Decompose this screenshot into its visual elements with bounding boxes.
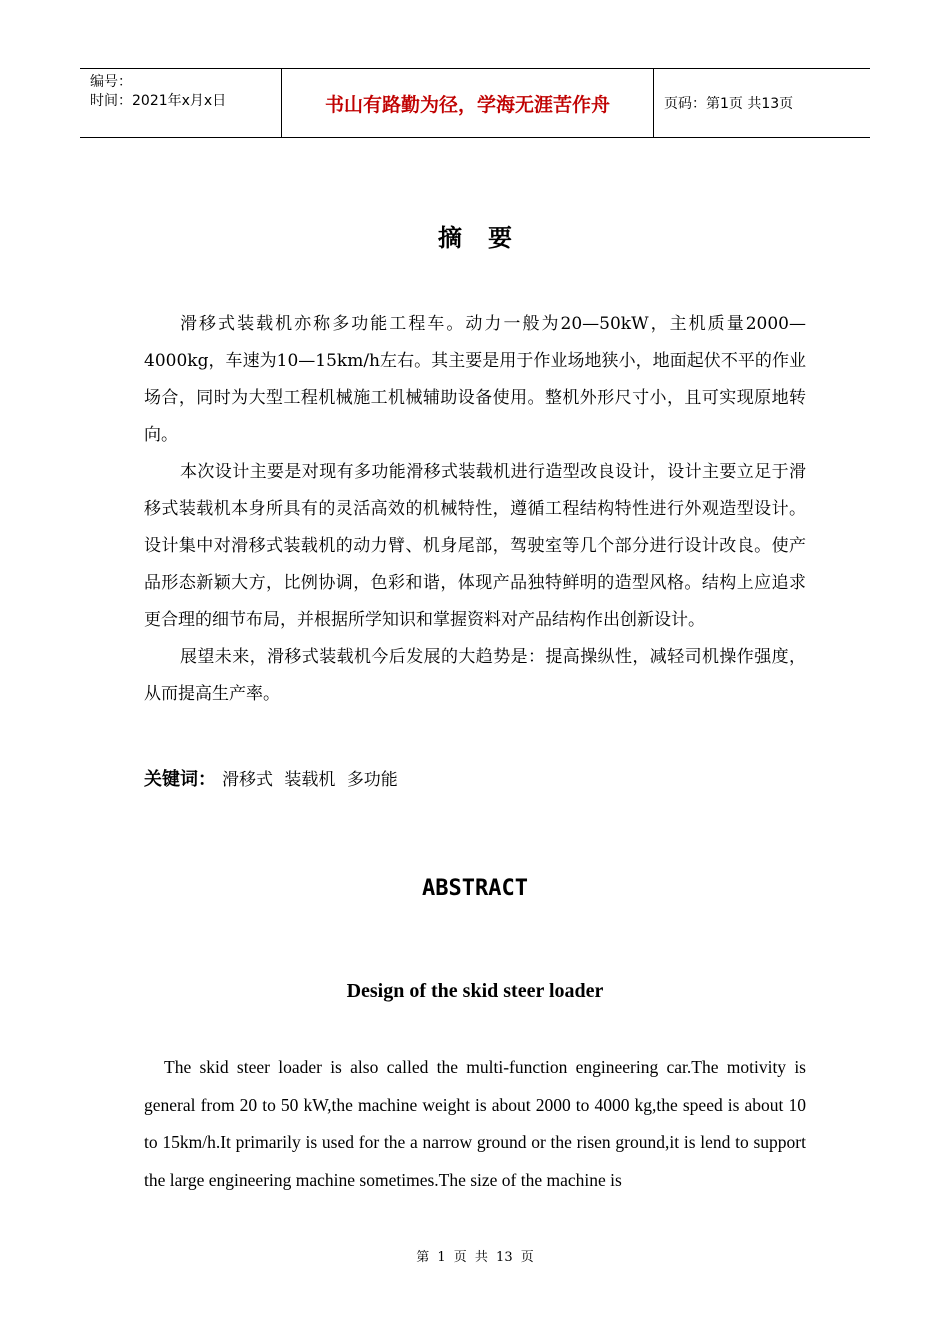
- keywords: [144, 765, 398, 795]
- chinese-paragraph: 展望未来，滑移式装载机今后发展的大趋势是：提高操纵性，减轻司机操作强度，从而提高生产率。: [144, 647, 806, 704]
- keywords-label: 关键词：: [144, 769, 216, 790]
- chinese-abstract-body: [144, 306, 806, 713]
- page-header: [80, 68, 870, 138]
- english-abstract-title: ABSTRACT: [422, 876, 528, 901]
- keyword: 装载机: [284, 770, 336, 790]
- chinese-abstract-title: 摘要: [438, 224, 538, 252]
- header-page-info: 页码：第1页 共13页: [664, 96, 794, 112]
- number-label: 编号：: [90, 74, 132, 90]
- header-meta: [80, 69, 281, 137]
- chinese-paragraph: 滑移式装载机亦称多功能工程车。动力一般为20—50kW，主机质量2000—4000kg，车速为10—15km/h左右。其主要是用于作业场地狭小，地面起伏不平的作业场合，同时为大型工程机械施工机械辅助设备使用。整机外形尺寸小，且可实现原地转向。: [144, 314, 806, 445]
- keyword: 滑移式: [222, 770, 273, 790]
- english-paragraph: The skid steer loader is also called the multi-function engineering car.The motivity is general from 20 to 50 kW,the machine weight is about 2000 to 4000 kg,the speed is about 10 to 15km/h.It primarily is used for the a narrow ground or the risen ground,it is lend to support the large engineering machine sometimes.The size of the machine is: [144, 1057, 806, 1190]
- time-label: 时间：2021年x月x日: [90, 93, 227, 109]
- chinese-paragraph: 本次设计主要是对现有多功能滑移式装载机进行造型改良设计，设计主要立足于滑移式装载机本身所具有的灵活高效的机械特性，遵循工程结构特性进行外观造型设计。设计集中对滑移式装载机的动力臂、机身尾部，驾驶室等几个部分进行设计改良。使产品形态新颖大方，比例协调，色彩和谐，体现产品独特鲜明的造型风格。结构上应追求更合理的细节布局，并根据所学知识和掌握资料对产品结构作出创新设计。: [144, 462, 806, 630]
- english-subtitle: Design of the skid steer loader: [346, 980, 604, 1002]
- keyword: 多功能: [346, 770, 398, 790]
- header-motto: 书山有路勤为径，学海无涯苦作舟: [281, 69, 654, 137]
- page-footer: 第 1 页 共 13 页: [416, 1250, 534, 1265]
